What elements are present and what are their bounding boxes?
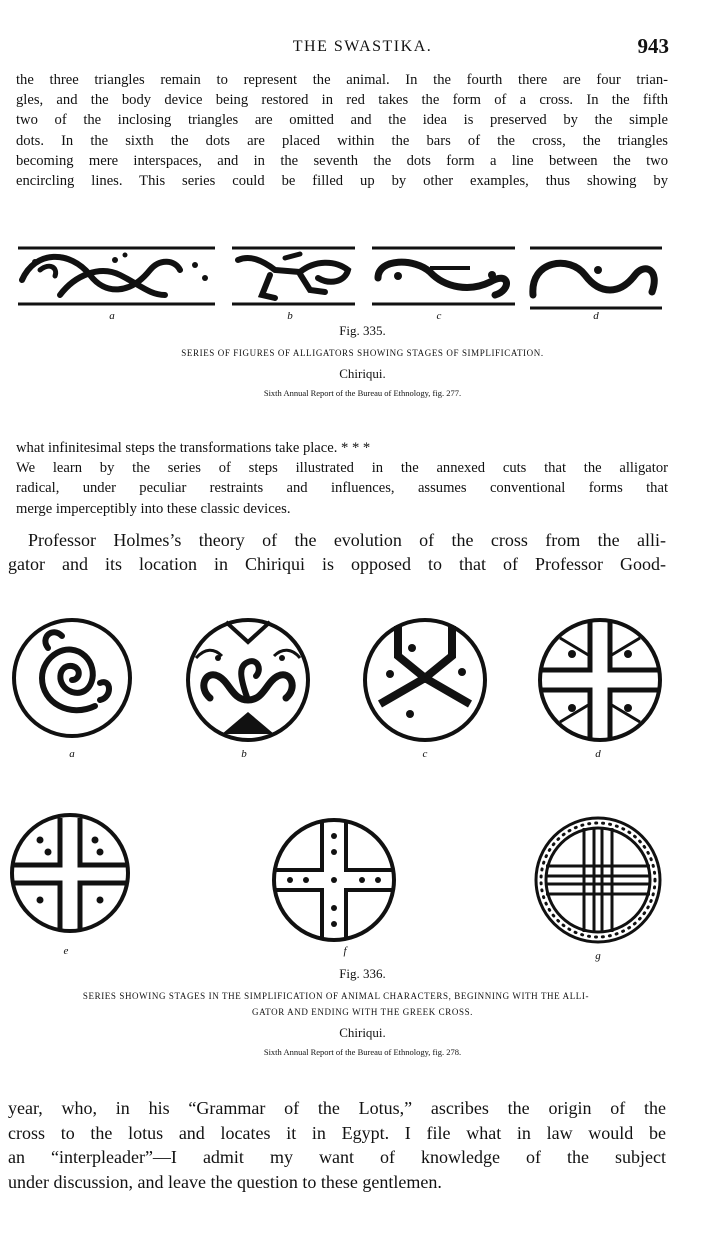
figure-label-c: c bbox=[422, 748, 428, 760]
alligator-figure-b bbox=[232, 248, 355, 304]
figure-335-number: Fig. 335. bbox=[339, 323, 386, 338]
text-line: merge imperceptibly into these classic devices. bbox=[16, 500, 291, 517]
running-header: THE SWASTIKA. bbox=[292, 38, 433, 55]
disc-figure-a bbox=[14, 620, 130, 736]
disc-figure-e bbox=[12, 815, 128, 931]
figure-335-alligator-series bbox=[0, 240, 725, 320]
disc-figure-b bbox=[188, 620, 308, 740]
figure-label-e: e bbox=[63, 945, 69, 957]
text-line: cross to the lotus and locates it in Egypt. I file what in law would be bbox=[8, 1122, 666, 1143]
figure-336-caption-line-1: SERIES SHOWING STAGES IN THE SIMPLIFICATION OF ANIMAL CHARACTERS, BEGINNING WITH THE ALLI- bbox=[82, 991, 590, 1001]
figure-336-source: Sixth Annual Report of the Bureau of Ethnology, fig. 278. bbox=[263, 1047, 462, 1057]
disc-figure-c bbox=[365, 620, 485, 740]
disc-figure-d bbox=[540, 620, 660, 740]
text-line: dots. In the sixth the dots are placed within the bars of the cross, the triangles bbox=[16, 132, 668, 149]
text-line: Professor Holmes’s theory of the evolution of the cross from the alli- bbox=[28, 530, 666, 550]
figure-label-b: b bbox=[241, 748, 247, 760]
paragraph-3-cont bbox=[8, 552, 666, 577]
paragraph-1 bbox=[16, 70, 668, 191]
paragraph-2 bbox=[16, 438, 668, 519]
figure-label-d: d bbox=[593, 310, 599, 322]
figure-label-a: a bbox=[69, 748, 75, 760]
figure-336-caption-line-2: GATOR AND ENDING WITH THE GREEK CROSS. bbox=[251, 1007, 474, 1017]
figure-336-place: Chiriqui. bbox=[339, 1025, 386, 1040]
text-line: encircling lines. This series could be filled up by other examples, thus showing by bbox=[16, 173, 668, 190]
figure-336-number: Fig. 336. bbox=[339, 966, 386, 981]
figure-335-caption: SERIES OF FIGURES OF ALLIGATORS SHOWING STAGES OF SIMPLIFICATION. bbox=[181, 348, 544, 358]
alligator-figure-c bbox=[372, 248, 515, 304]
text-line: two of the inclosing triangles are omitted and the idea is preserved by the simple bbox=[16, 112, 668, 129]
text-line: becoming mere interspaces, and in the seventh the dots form a line between the two bbox=[16, 152, 668, 169]
text-line: under discussion, and leave the question to these gentlemen. bbox=[8, 1171, 442, 1192]
page-number: 943 bbox=[637, 34, 669, 58]
text-line: We learn by the series of steps illustrated in the annexed cuts that the alligator bbox=[16, 460, 668, 477]
figure-label-c: c bbox=[436, 310, 442, 322]
figure-336-simplification-series bbox=[0, 608, 725, 953]
disc-figure-g bbox=[536, 818, 660, 942]
text-line: gator and its location in Chiriqui is opposed to that of Professor Good- bbox=[8, 554, 666, 574]
text-line: radical, under peculiar restraints and influences, assumes conventional forms that bbox=[16, 480, 668, 497]
figure-label-f: f bbox=[343, 945, 347, 957]
text-line: gles, and the body device being restored in red takes the form of a cross. In the fifth bbox=[16, 92, 668, 109]
paragraph-4 bbox=[8, 1096, 666, 1194]
text-line: year, who, in his “Grammar of the Lotus,” ascribes the origin of the bbox=[8, 1098, 666, 1118]
figure-label-a: a bbox=[109, 310, 115, 322]
text-line: what infinitesimal steps the transformations take place. * * * bbox=[16, 440, 371, 456]
text-line: the three triangles remain to represent the animal. In the fourth there are four trian- bbox=[16, 72, 668, 88]
figure-label-g: g bbox=[595, 950, 601, 962]
disc-figure-f bbox=[274, 820, 394, 940]
figure-label-d: d bbox=[595, 748, 601, 760]
text-line: an “interpleader”—I admit my want of knowledge of the subject bbox=[8, 1147, 666, 1167]
alligator-figure-d bbox=[530, 248, 662, 308]
figure-335-source: Sixth Annual Report of the Bureau of Ethnology, fig. 277. bbox=[263, 388, 462, 398]
paragraph-3 bbox=[28, 528, 666, 553]
figure-label-b: b bbox=[287, 310, 293, 322]
figure-335-place: Chiriqui. bbox=[339, 366, 386, 381]
alligator-figure-a bbox=[18, 248, 215, 304]
